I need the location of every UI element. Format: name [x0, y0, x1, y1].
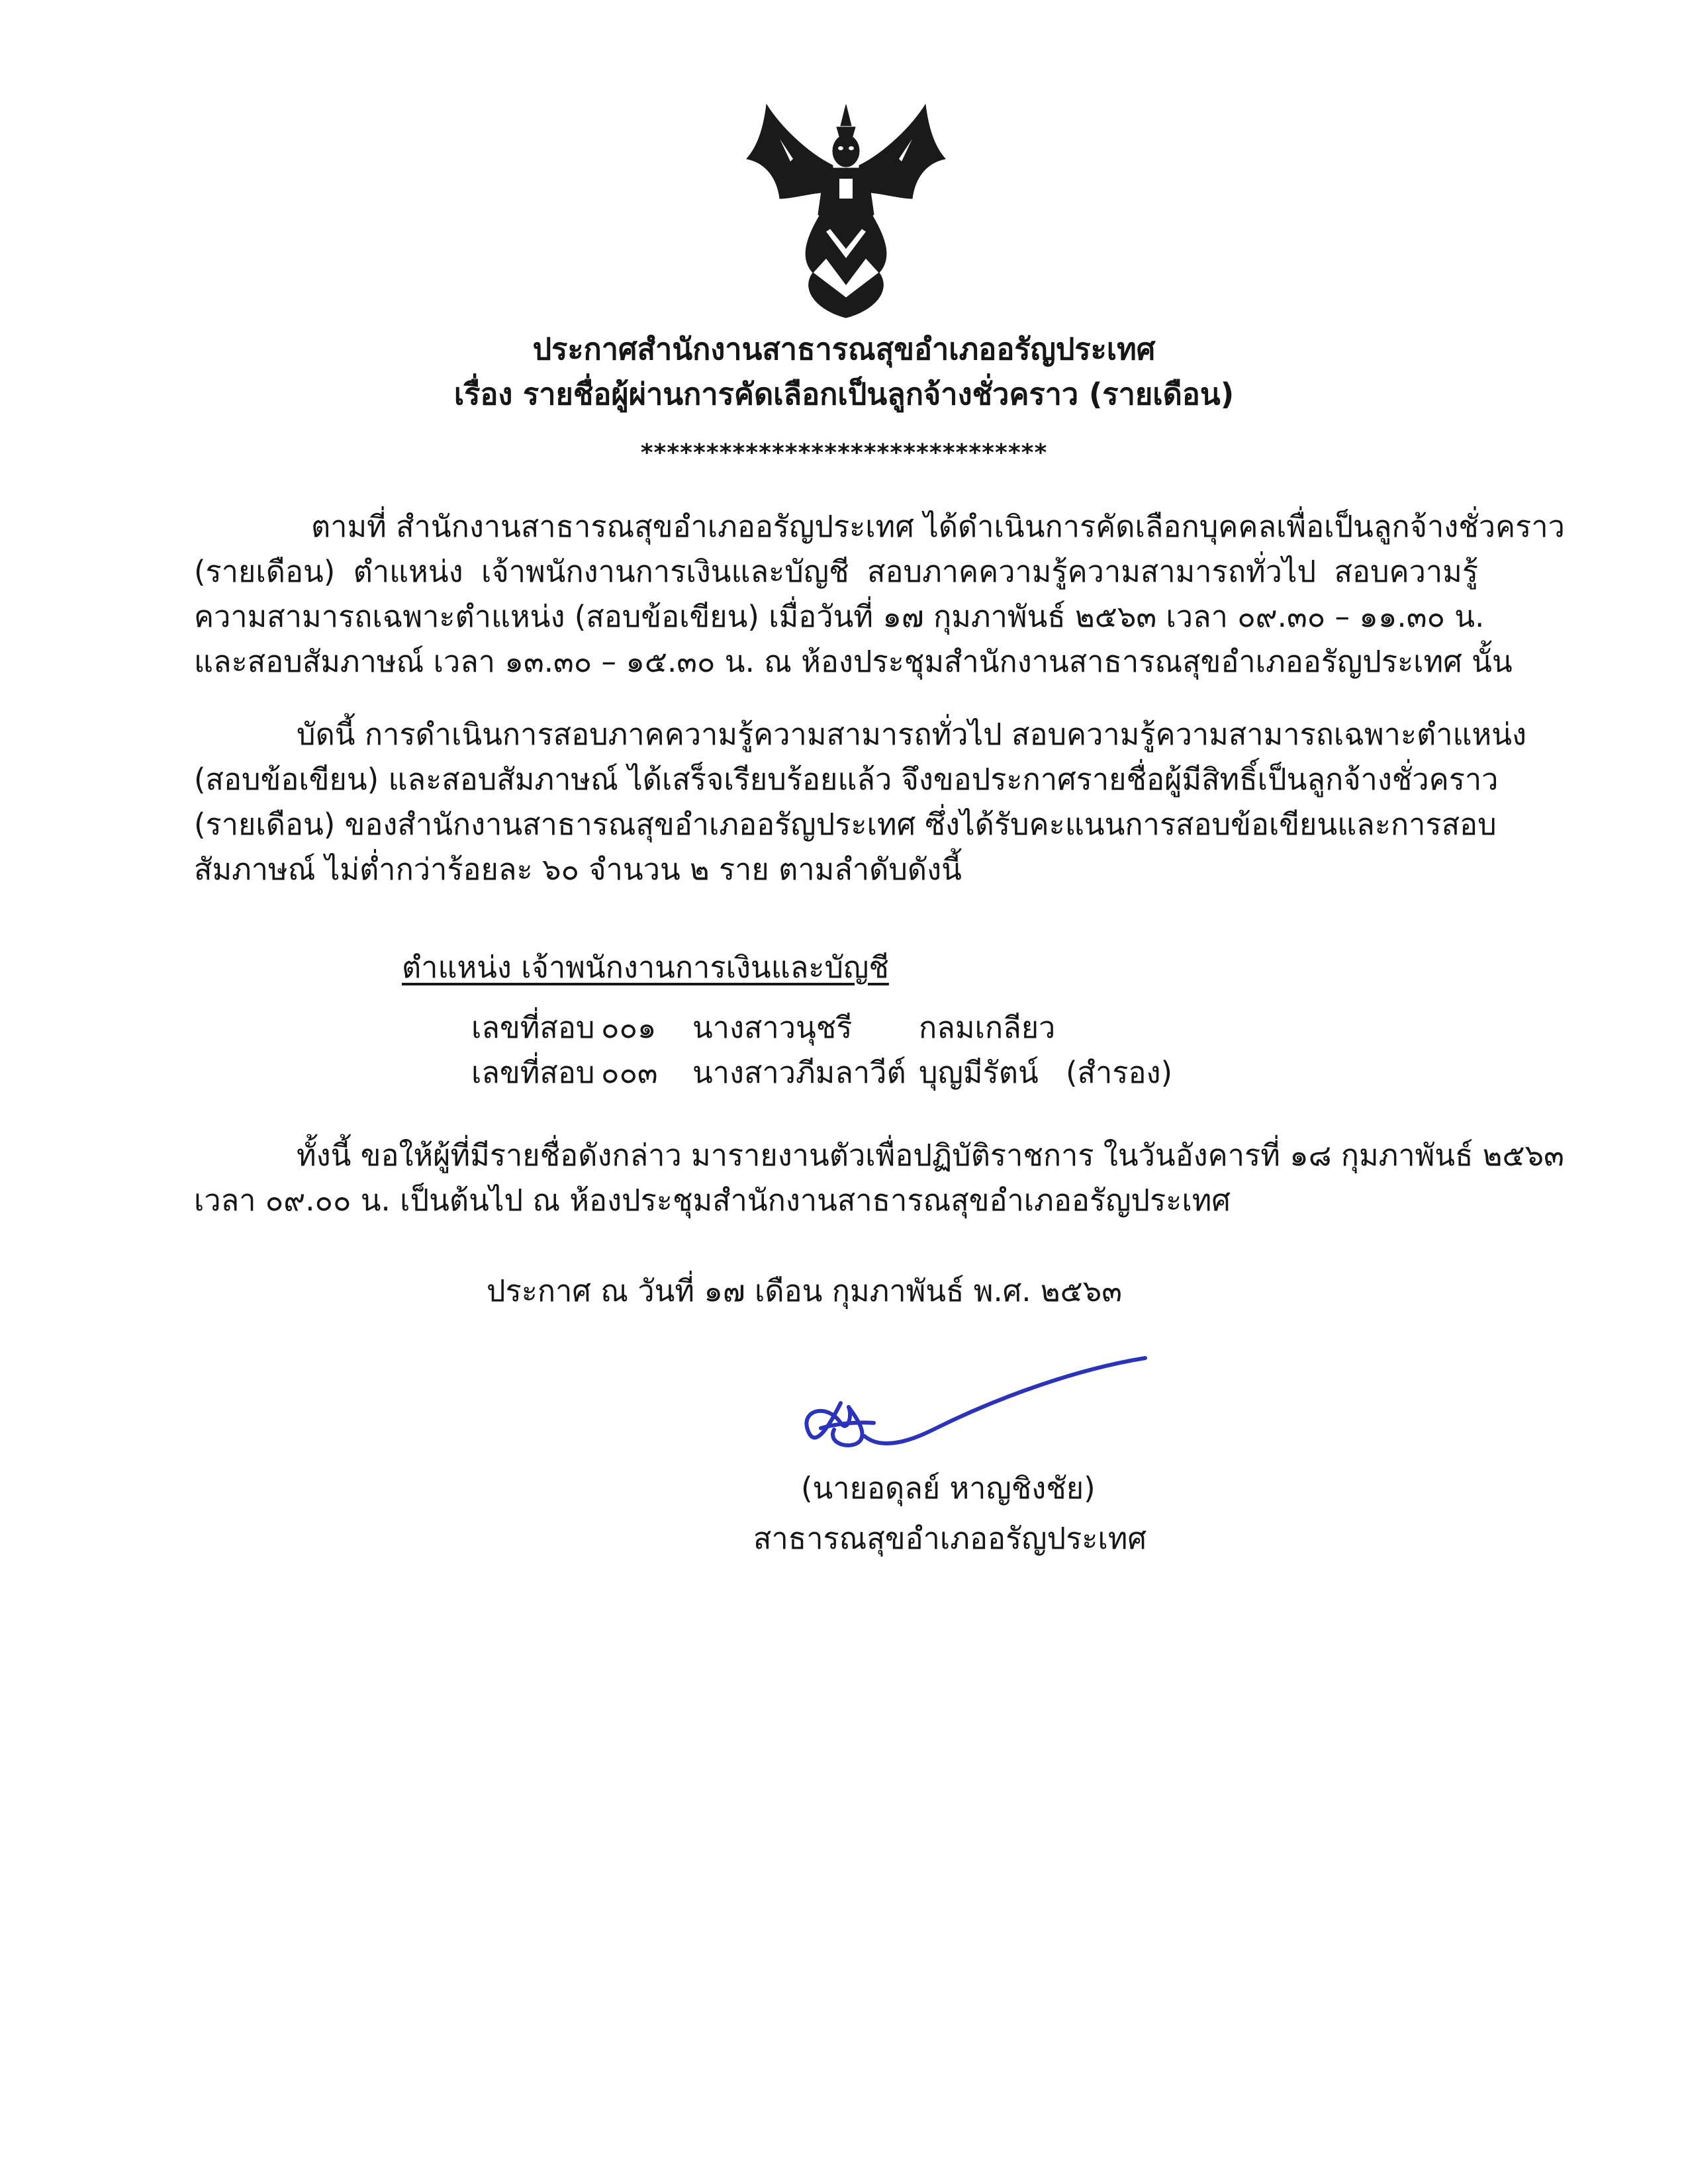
handwritten-signature — [801, 1350, 1158, 1456]
paragraph2-line: สัมภาษณ์ ไม่ต่ำกว่าร้อยละ ๖๐ จำนวน ๒ ราย ตามลำดับดังนี้ — [194, 852, 962, 887]
position-heading: ตำแหน่ง เจ้าพนักงานการเงินและบัญชี — [402, 950, 889, 985]
paragraph2-line: บัดนี้ การดำเนินการสอบภาคความรู้ความสามารถทั่วไป สอบความรู้ความสามารถเฉพาะตำแหน่ง — [297, 717, 1526, 752]
paragraph1-line: และสอบสัมภาษณ์ เวลา ๑๓.๓๐ – ๑๕.๓๐ น. ณ ห้องประชุมสำนักงานสาธารณสุขอำเภออรัญประเทศ นั้น — [194, 644, 1513, 679]
exam-number: ๐๐๓ — [601, 1055, 658, 1090]
candidate-first-name: นางสาวนุชรี — [692, 1010, 853, 1045]
paragraph1-line: (รายเดือน) ตำแหน่ง เจ้าพนักงานการเงินและบัญชี สอบภาคความรู้ความสามารถทั่วไป สอบความรู้ — [194, 554, 1478, 589]
paragraph1-line: ความสามารถเฉพาะตำแหน่ง (สอบข้อเขียน) เมื่อวันที่ ๑๗ กุมภาพันธ์ ๒๕๖๓ เวลา ๐๙.๓๐ – ๑๑.๓๐ น. — [194, 599, 1485, 634]
candidate-note: (สำรอง) — [1066, 1055, 1173, 1090]
candidate-first-name: นางสาวภีมลาวีต์ — [692, 1055, 906, 1090]
paragraph3-line: ทั้งนี้ ขอให้ผู้ที่มีรายชื่อดังกล่าว มารายงานตัวเพื่อปฏิบัติราชการ ในวันอังคารที่ ๑๘ กุมภาพันธ์ ๒๕๖๓ — [297, 1138, 1564, 1173]
announcement-date: ประกาศ ณ วันที่ ๑๗ เดือน กุมภาพันธ์ พ.ศ. ๒๕๖๓ — [487, 1273, 1122, 1308]
paragraph3-line: เวลา ๐๙.๐๐ น. เป็นต้นไป ณ ห้องประชุมสำนักงานสาธารณสุขอำเภออรัญประเทศ — [194, 1183, 1231, 1218]
garuda-emblem-icon — [740, 99, 952, 324]
candidate-last-name: บุญมีรัตน์ — [919, 1055, 1039, 1090]
header-divider: ******************************* — [640, 439, 1048, 467]
document-title: ประกาศสำนักงานสาธารณสุขอำเภออรัญประเทศ — [532, 332, 1156, 367]
candidate-last-name: กลมเกลียว — [919, 1010, 1056, 1045]
exam-number: ๐๐๑ — [601, 1010, 657, 1045]
exam-label: เลขที่สอบ — [471, 1010, 595, 1045]
signatory-title: สาธารณสุขอำเภออรัญประเทศ — [753, 1521, 1147, 1556]
paragraph1-line: ตามที่ สำนักงานสาธารณสุขอำเภออรัญประเทศ ได้ดำเนินการคัดเลือกบุคคลเพื่อเป็นลูกจ้างชั่วคราว — [311, 509, 1565, 544]
paragraph2-line: (สอบข้อเขียน) และสอบสัมภาษณ์ ได้เสร็จเรียบร้อยแล้ว จึงขอประกาศรายชื่อผู้มีสิทธิ์เป็นลูกจ้างชั่วคราว — [194, 762, 1499, 797]
exam-label: เลขที่สอบ — [471, 1055, 595, 1090]
document-subject: เรื่อง รายชื่อผู้ผ่านการคัดเลือกเป็นลูกจ้างชั่วคราว (รายเดือน) — [453, 377, 1235, 412]
signatory-name: (นายอดุลย์ หาญชิงชัย) — [801, 1471, 1096, 1506]
paragraph2-line: (รายเดือน) ของสำนักงานสาธารณสุขอำเภออรัญประเทศ ซึ่งได้รับคะแนนการสอบข้อเขียนและการสอบ — [194, 807, 1497, 842]
